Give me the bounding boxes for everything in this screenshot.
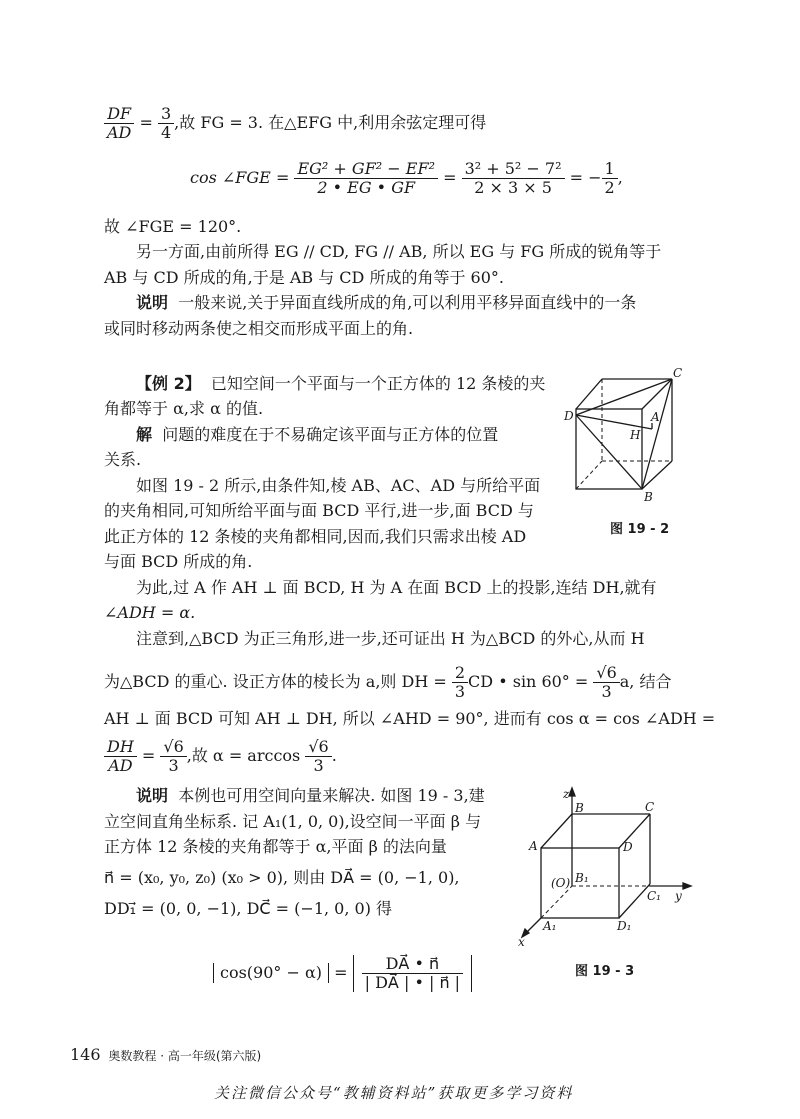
line-13: 的夹角相同,可知所给平面与面 BCD 平行,进一步,面 BCD 与 (104, 501, 534, 520)
hidden-edge (576, 461, 602, 489)
fraction-cos-2: $\frac{\text{3² + 5² − 7²}}{2 \times 3 \times 5}$ (462, 160, 565, 197)
cube-edge (541, 814, 572, 848)
abs-fraction (353, 955, 472, 992)
note-label-2: 说明 (136, 786, 169, 805)
line-3: 故 ∠FGE = 120°. (104, 217, 242, 236)
line-22: 说明 本例也可用空间向量来解决. 如图 19 - 3,建 (136, 786, 485, 805)
z-arrow (569, 788, 575, 796)
label-z: z (563, 787, 570, 801)
note-label: 说明 (136, 293, 169, 312)
figure-19-2 (562, 365, 692, 510)
label-c: C (645, 800, 655, 814)
label-b: B (575, 801, 584, 815)
cube-edge (642, 461, 672, 489)
line-5: AB 与 CD 所成的角,于是 AB 与 CD 所成的角等于 60°. (104, 268, 504, 287)
line-21: $\frac{DH}{AD}$ = $\frac{√6}{3}$ ,故 α = arccos $\frac{√6}{3}$ . (104, 738, 337, 775)
label-a: A (651, 410, 660, 424)
line-14: 此正方体的 12 条棱的夹角都相同,因而,我们只需求出棱 AD (104, 527, 527, 546)
abs-cos: cos(90° − α) (213, 963, 329, 983)
cube-edge (576, 379, 602, 409)
hidden-edge (541, 886, 572, 918)
line-24: 正方体 12 条棱的夹角都等于 α,平面 β 的法向量 (104, 837, 447, 856)
line-10: 解 问题的难度在于不易确定该平面与正方体的位置 (136, 425, 499, 444)
line-23: 立空间直角坐标系. 记 A₁(1, 0, 0),设空间一平面 β 与 (104, 812, 482, 831)
segment-cb (642, 379, 672, 489)
label-c: C (673, 366, 683, 380)
fraction-dh-ad: $\frac{DH}{AD}$ (104, 738, 137, 775)
line-17: ∠ADH = α. (104, 603, 196, 622)
label-c1: C₁ (647, 889, 661, 903)
label-y: y (675, 889, 682, 903)
cosine-formula: cos ∠FGE = $\frac{\text{EG² + GF² − EF²}}{2 • EG • GF}$ = $\frac{\text{3² + 5² − 7²}}{2 \times 3 \times 5}$ = − $\frac{1}{2}$ , (190, 159, 623, 197)
fraction-sqrt6-3-b: $\frac{√6}{3}$ (160, 738, 186, 775)
line-27: cos(90° − α) = $\frac{DA⃗ • n⃗}{| DA⃗ | • | n⃗ |}$ (213, 955, 472, 992)
label-x: x (518, 935, 525, 948)
figure-19-3 (515, 786, 700, 948)
label-d1: D₁ (617, 919, 632, 933)
line-20: AH ⊥ 面 BCD 可知 AH ⊥ DH, 所以 ∠AHD = 90°, 进而有 cos α = cos ∠ADH = (104, 709, 716, 728)
line-1: $\frac{DF}{AD}$ = $\frac{3}{4}$ ,故 FG = 3. 在△EFG 中,利用余弦定理可得 (104, 105, 486, 142)
line-19: 为△BCD 的重心. 设正方体的棱长为 a,则 DH = $\frac{2}{3}$ CD • sin 60° = $\frac{√6}{3}$ a, 结合 (104, 663, 672, 701)
line-9: 角都等于 α,求 α 的值. (104, 399, 264, 418)
label-origin: (O) (551, 876, 571, 890)
line-6: 说明 一般来说,关于异面直线所成的角,可以利用平移异面直线中的一条 (136, 293, 637, 312)
line-18: 注意到,△BCD 为正三角形,进一步,还可证出 H 为△BCD 的外心,从而 H (136, 629, 645, 648)
line-7: 或同时移动两条使之相交而形成平面上的角. (104, 319, 414, 338)
figure-caption-19-3: 图 19 - 3 (575, 964, 635, 979)
label-a: A (529, 839, 538, 853)
fraction-sqrt6-3-c: $\frac{√6}{3}$ (305, 738, 331, 775)
line-25: n⃗ = (x₀, y₀, z₀) (x₀ > 0), 则由 DA⃗ = (0, −1, 0), (104, 868, 460, 887)
cube-edge (619, 884, 650, 918)
label-d: D (623, 840, 633, 854)
example-label: 【例 2】 (136, 374, 201, 393)
label-a1: A₁ (543, 919, 557, 933)
fraction-3-4: $\frac{3}{4}$ (158, 105, 174, 142)
fraction-cos-3: $\frac{1}{2}$ (602, 160, 618, 197)
page-footer (70, 1045, 261, 1064)
label-d: D (564, 409, 574, 423)
line-26: DD₁⃗ = (0, 0, −1), DC⃗ = (−1, 0, 0) 得 (104, 899, 393, 918)
fraction-sqrt6-3: $\frac{√6}{3}$ (593, 664, 619, 701)
figure-caption-19-2: 图 19 - 2 (610, 522, 670, 537)
line-8: 【例 2】 已知空间一个平面与一个正方体的 12 条棱的夹 (136, 374, 546, 393)
label-b1: B₁ (575, 871, 589, 885)
line-16: 为此,过 A 作 AH ⊥ 面 BCD, H 为 A 在面 BCD 上的投影,连结 DH,就有 (136, 578, 657, 597)
y-arrow (683, 883, 691, 889)
line-11: 关系. (104, 450, 142, 469)
watermark: 关注微信公众号“教辅资料站”获取更多学习资料 (214, 1084, 574, 1102)
line-15: 与面 BCD 所成的角. (104, 552, 253, 571)
book-title: 奥数教程 · 高一年级(第六版) (108, 1049, 262, 1063)
fraction-2-3: $\frac{2}{3}$ (452, 664, 468, 701)
fraction-da-n: $\frac{DA⃗ • n⃗}{| DA⃗ | • | n⃗ |}$ (362, 955, 463, 992)
line-12: 如图 19 - 2 所示,由条件知,棱 AB、AC、AD 与所给平面 (136, 476, 541, 495)
label-h: H (630, 428, 641, 442)
solution-label: 解 (136, 425, 153, 444)
page-number: 146 (70, 1045, 101, 1064)
line-4: 另一方面,由前所得 EG // CD, FG // AB, 所以 EG 与 FG 所成的锐角等于 (136, 242, 662, 261)
fraction-df-ad: $\frac{DF}{AD}$ (104, 105, 134, 142)
fraction-cos-1: $\frac{\text{EG² + GF² − EF²}}{2 • EG • GF}$ (294, 160, 438, 197)
label-b: B (644, 490, 653, 504)
